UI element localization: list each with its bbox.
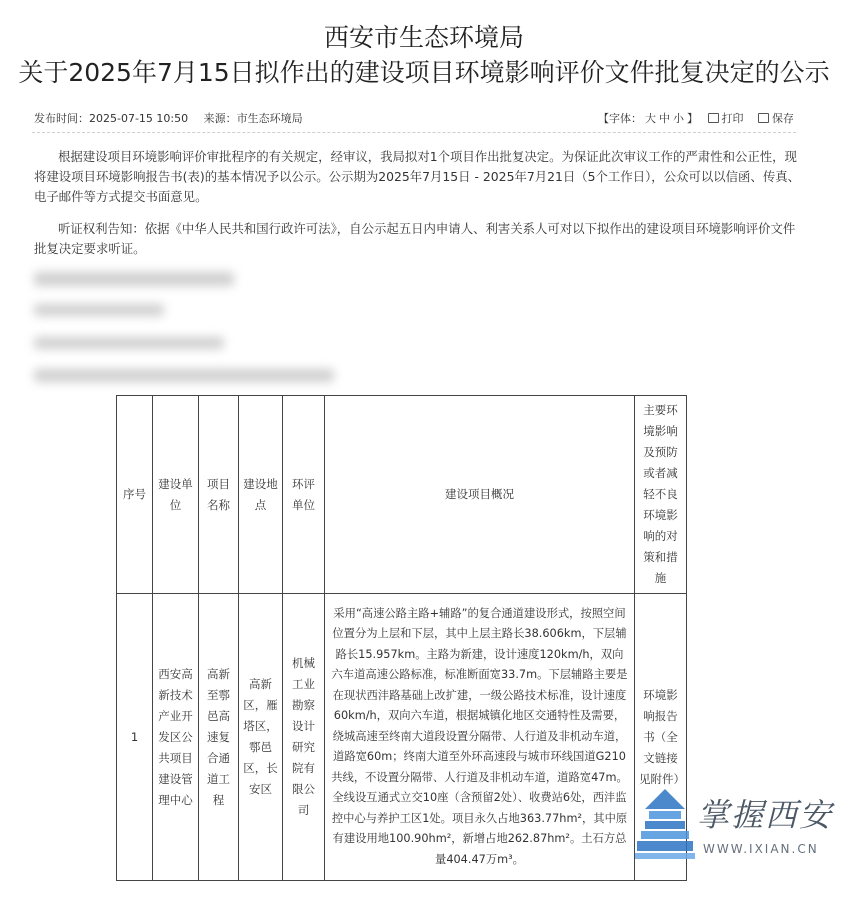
cell-summary: 采用“高速公路主路+辅路”的复合通道建设形式，按照空间位置分为上层和下层，其中上层主路长38.606km，下层辅路长15.957km。主路为新建，设计速度120km/h，双向六车道高速公路标准，标准断面宽33.7m。下层辅路主要是在现状西沣路基础上改扩建，一级公路技术标准，设计速度60km/h，双向六车道，根据城镇化地区交通特性及需要，绕城高速至终南大道段设置分隔带、人行道及非机动车道，道路宽60m；终南大道至外环高速段与城市环线国道G210共线，不设置分隔带、人行道及非机动车道，道路宽47m。全线设互通式立交10座（含预留2处）、收费站6处，西沣监控中心与养护工区1处。项目永久占地363.77hm²，其中原有建设用地100.90hm²，新增占地262.87hm²。土石方总量404.47万m³。 bbox=[325, 594, 635, 881]
header-eia-unit: 环评单位 bbox=[283, 396, 325, 594]
redacted-line bbox=[34, 304, 164, 316]
header-name: 项目名称 bbox=[199, 396, 239, 594]
header-summary: 建设项目概况 bbox=[325, 396, 635, 594]
building-logo-icon bbox=[635, 785, 695, 865]
project-table bbox=[116, 395, 687, 881]
intro-paragraph: 根据建设项目环境影响评价审批程序的有关规定，经审议，我局拟对1个项目作出批复决定。为保证此次审议工作的严肃性和公正性，现将建设项目环境影响报告书(表)的基本情况予以公示。公示期为2025年7月15日 - 2025年7月21日（5个工作日），公众可以以信函、传真、电子邮件等方式提交书面意见。 bbox=[34, 149, 800, 204]
article-meta bbox=[34, 108, 794, 126]
table-row bbox=[117, 594, 687, 881]
watermark-url: WWW.IXIAN.CN bbox=[703, 842, 819, 856]
header-location: 建设地点 bbox=[239, 396, 283, 594]
watermark-text: 掌握西安 bbox=[697, 796, 834, 834]
print-button[interactable]: 打印 bbox=[705, 110, 744, 126]
org-title: 西安市生态环境局 bbox=[323, 23, 524, 52]
header-index: 序号 bbox=[117, 396, 153, 594]
cell-index: 1 bbox=[117, 594, 153, 881]
cell-eia-unit: 机械工业勘察设计研究院有限公司 bbox=[283, 594, 325, 881]
watermark bbox=[635, 780, 835, 870]
cell-unit: 西安高新技术产业开发区公共项目建设管理中心 bbox=[153, 594, 199, 881]
header-unit: 建设单位 bbox=[153, 396, 199, 594]
source: 市生态环境局 bbox=[236, 112, 303, 125]
cell-measures-link[interactable]: 环境影响报告书（全文链接见附件） bbox=[635, 594, 687, 881]
cell-name: 高新至鄠邑高速复合通道工程 bbox=[199, 594, 239, 881]
printer-icon bbox=[708, 113, 719, 123]
save-icon bbox=[758, 113, 769, 123]
redacted-line bbox=[34, 369, 334, 382]
hearing-notice-paragraph: 听证权利告知：依据《中华人民共和国行政许可法》，自公示起五日内申请人、利害关系人可对以下拟作出的建设项目环境影响评价文件批复决定要求听证。 bbox=[34, 221, 796, 256]
publish-time: 2025-07-15 10:50 bbox=[89, 112, 189, 125]
font-large-button[interactable]: 大 bbox=[645, 112, 656, 125]
meta-divider bbox=[32, 132, 796, 133]
redacted-line bbox=[34, 337, 224, 349]
source-info: 来源：市生态环境局 bbox=[203, 112, 303, 125]
cell-location: 高新区，雁塔区，鄠邑区，长安区 bbox=[239, 594, 283, 881]
redacted-line bbox=[34, 272, 234, 286]
table-header-row bbox=[117, 396, 687, 594]
save-button[interactable]: 保存 bbox=[755, 110, 794, 126]
font-small-button[interactable]: 小 bbox=[673, 112, 684, 125]
publish-info: 发布时间：2025-07-15 10:50 bbox=[34, 112, 189, 125]
header-measures: 主要环境影响及预防或者减轻不良环境影响的对策和措施 bbox=[635, 396, 687, 594]
font-size-control: 【字体： 大 中 小 】 bbox=[598, 112, 698, 125]
page-title: 关于2025年7月15日拟作出的建设项目环境影响评价文件批复决定的公示 bbox=[18, 58, 830, 87]
font-medium-button[interactable]: 中 bbox=[659, 112, 670, 125]
